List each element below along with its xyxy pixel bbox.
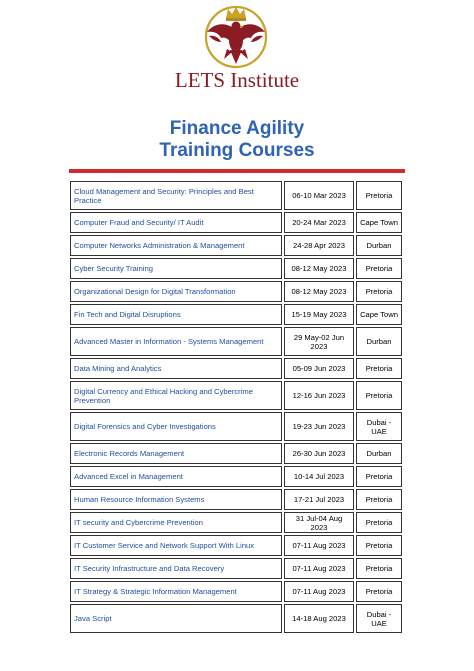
table-row [70,535,402,556]
course-name: IT Security Infrastructure and Data Recovery [70,558,282,579]
course-name: IT Strategy & Strategic Information Management [70,581,282,602]
course-location: Pretoria [356,581,402,602]
institute-name: LETS Institute [174,68,300,92]
course-name: IT Customer Service and Network Support With Linux [70,535,282,556]
course-date: 19-23 Jun 2023 [284,412,354,441]
course-name: IT security and Cybercrime Prevention [70,512,282,533]
table-row [70,581,402,602]
course-location: Pretoria [356,181,402,210]
table-row [70,181,402,210]
page-title-line-1: Finance Agility [169,118,305,139]
table-row [70,558,402,579]
course-date: 07-11 Aug 2023 [284,535,354,556]
course-location: Durban [356,443,402,464]
course-date: 08-12 May 2023 [284,258,354,279]
course-name: Computer Networks Administration & Management [70,235,282,256]
course-name: Digital Currency and Ethical Hacking and Cybercrime Prevention [70,381,282,410]
course-location: Pretoria [356,258,402,279]
table-row [70,327,402,356]
table-row [70,212,402,233]
course-name: Human Resource Information Systems [70,489,282,510]
course-date: 29 May-02 Jun 2023 [284,327,354,356]
course-schedule-table [68,179,404,635]
course-date: 14-18 Aug 2023 [284,604,354,633]
table-row [70,281,402,302]
course-name: Computer Fraud and Security/ IT Audit [70,212,282,233]
course-date: 15-19 May 2023 [284,304,354,325]
course-location: Cape Town [356,212,402,233]
course-location: Durban [356,235,402,256]
course-location: Pretoria [356,535,402,556]
table-row [70,381,402,410]
course-location: Dubai - UAE [356,412,402,441]
table-row [70,412,402,441]
table-row [70,235,402,256]
course-date: 07-11 Aug 2023 [284,558,354,579]
course-location: Pretoria [356,466,402,487]
course-location: Durban [356,327,402,356]
course-date: 20-24 Mar 2023 [284,212,354,233]
table-row [70,466,402,487]
course-name: Advanced Master in Information - Systems Management [70,327,282,356]
title-divider [69,169,405,173]
course-date: 26-30 Jun 2023 [284,443,354,464]
eagle-crown-logo-icon [197,4,275,70]
course-name: Electronic Records Management [70,443,282,464]
table-row [70,512,402,533]
course-date: 05-09 Jun 2023 [284,358,354,379]
course-date: 12-16 Jun 2023 [284,381,354,410]
course-name: Cloud Management and Security: Principles and Best Practice [70,181,282,210]
table-row [70,604,402,633]
course-name: Cyber Security Training [70,258,282,279]
course-date: 17-21 Jul 2023 [284,489,354,510]
course-date: 07-11 Aug 2023 [284,581,354,602]
course-name: Fin Tech and Digital Disruptions [70,304,282,325]
course-name: Organizational Design for Digital Transformation [70,281,282,302]
course-date: 10-14 Jul 2023 [284,466,354,487]
course-name: Data Mining and Analytics [70,358,282,379]
table-row [70,443,402,464]
course-date: 24-28 Apr 2023 [284,235,354,256]
course-location: Cape Town [356,304,402,325]
table-row [70,304,402,325]
page-title-line-2: Training Courses [159,140,315,161]
course-name: Digital Forensics and Cyber Investigations [70,412,282,441]
course-date: 06-10 Mar 2023 [284,181,354,210]
course-location: Pretoria [356,512,402,533]
course-location: Pretoria [356,358,402,379]
course-location: Pretoria [356,558,402,579]
course-location: Pretoria [356,381,402,410]
table-row [70,489,402,510]
course-location: Dubai - UAE [356,604,402,633]
course-name: Java Script [70,604,282,633]
course-date: 08-12 May 2023 [284,281,354,302]
course-location: Pretoria [356,489,402,510]
table-row [70,258,402,279]
table-row [70,358,402,379]
course-location: Pretoria [356,281,402,302]
course-name: Advanced Excel in Management [70,466,282,487]
course-date: 31 Jul-04 Aug 2023 [284,512,354,533]
